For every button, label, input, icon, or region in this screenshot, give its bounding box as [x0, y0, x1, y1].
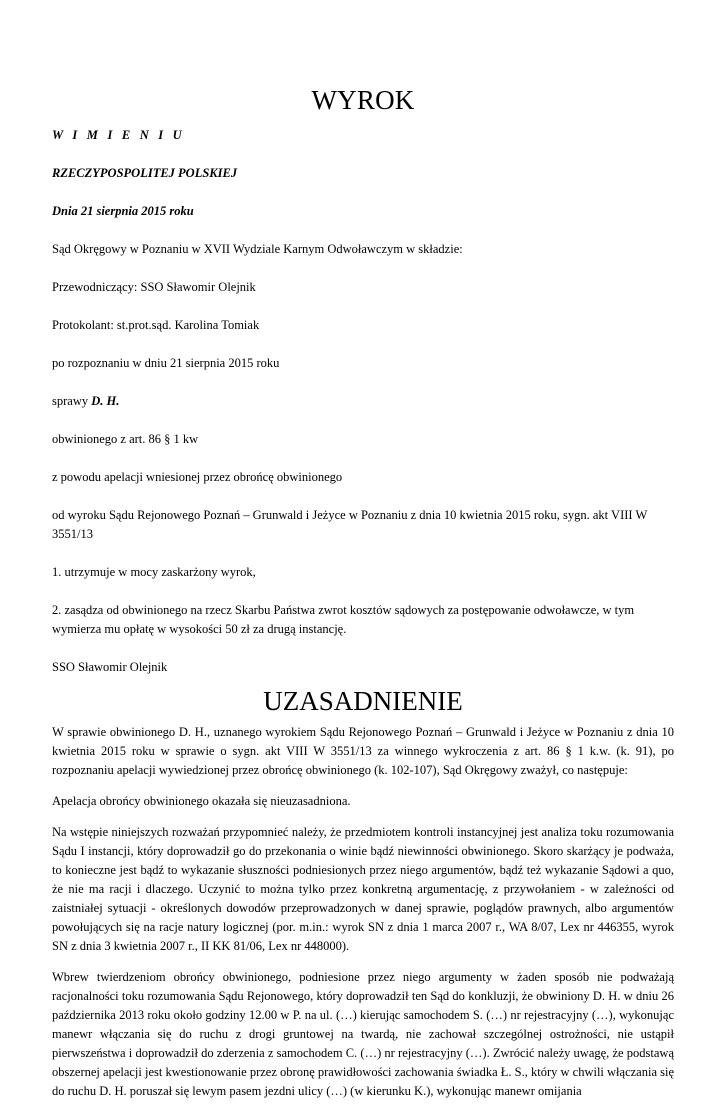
- judge-signature: SSO Sławomir Olejnik: [52, 660, 168, 674]
- hearing-date: po rozpoznaniu w dniu 21 sierpnia 2015 roku: [52, 356, 280, 370]
- justification-title: UZASADNIENIE: [263, 686, 463, 716]
- case-party: [52, 392, 674, 411]
- justification-paragraph-2: Apelacja obrońcy obwinionego okazała się nieuzasadniona.: [52, 794, 351, 808]
- ruling-point-2: 2. zasądza od obwinionego na rzecz Skarbu Państwa zwrot kosztów sądowych za postępowanie odwoławcze, w tym wymierza mu opłatę w wysokości 50 zł za drugą instancję.: [52, 603, 635, 636]
- verdict-date: Dnia 21 sierpnia 2015 roku: [52, 204, 194, 218]
- verdict-title: WYROK: [311, 85, 415, 115]
- ruling-point-1: 1. utrzymuje w mocy zaskarżony wyrok,: [52, 565, 256, 579]
- presiding-judge: Przewodniczący: SSO Sławomir Olejnik: [52, 280, 256, 294]
- republic-heading: RZECZYPOSPOLITEJ POLSKIEJ: [52, 166, 238, 180]
- justification-paragraph-3: Na wstępie niniejszych rozważań przypomnieć należy, że przedmiotem kontroli instancyjnej jest analiza toku rozumowania Sądu I instancji, który doprowadził go do przekonania o winie bądź niewinności obwinionego. Skoro skarżący je podważa, to konieczne jest bądź to wykazanie słuszności podniesionych przez niego argumentów, bądź też wykazanie Sądowi a quo, że nie ma racji i dlaczego. Uczynić to można tylko przez konkretną argumentację, z przywołaniem - w zależności od zaistniałej sytuacji - określonych dowodów przeprowadzonych w danej sprawie, poglądów prawnych, albo argumentów powołujących się na racje natury logicznej (por. m.in.: wyrok SN z dnia 1 marca 2007 r., WA 8/07, Lex nr 446355, wyrok SN z dnia 3 kwietnia 2007 r., II KK 81/06, Lex nr 448000).: [52, 825, 674, 953]
- justification-paragraph-1: W sprawie obwinionego D. H., uznanego wyrokiem Sądu Rejonowego Poznań – Grunwald i Jeżyce w Poznaniu z dnia 10 kwietnia 2015 roku w sprawie o sygn. akt VIII W 3551/13 za winnego wykroczenia z art. 86 § 1 k.w. (k. 91), po rozpoznaniu apelacji wywiedzionej przez obrońcę obwinionego (k. 102-107), Sąd Okręgowy zważył, co następuje:: [52, 725, 674, 777]
- judgment-reference: od wyroku Sądu Rejonowego Poznań – Grunwald i Jeżyce w Poznaniu z dnia 10 kwietnia 2015 roku, sygn. akt VIII W 3551/13: [52, 508, 648, 541]
- justification-paragraph-4: Wbrew twierdzeniom obrońcy obwinionego, podniesione przez niego argumenty w żaden sposób nie podważają racjonalności toku rozumowania Sądu Rejonowego, który doprowadził ten Sąd do konkluzji, że obwiniony D. H. w dniu 26 października 2013 roku około godziny 12.00 w P. na ul. (…) kierując samochodem S. (…) nr rejestracyjny (…), wykonując manewr włączania się do ruchu z drogi gruntowej na twardą, nie zachował szczególnej ostrożności, nie ustąpił pierwszeństwa i doprowadził do zderzenia z samochodem C. (…) nr rejestracyjny (…). Zwrócić należy uwagę, że podstawą obszernej apelacji jest kwestionowanie przez obronę prawidłowości zachowania świadka Ł. S., który w chwili włączania się do ruchu D. H. poruszał się lewym pasem jezdni ulicy (…) (w kierunku K.), wykonując manewr omijania: [52, 970, 675, 1098]
- court-composition: Sąd Okręgowy w Poznaniu w XVII Wydziale Karnym Odwoławczym w składzie:: [52, 242, 463, 256]
- in-the-name-heading: W I M I E N I U: [52, 128, 185, 142]
- document-page: [0, 84, 725, 1108]
- case-prefix: sprawy: [52, 394, 92, 408]
- charge: obwinionego z art. 86 § 1 kw: [52, 432, 199, 446]
- appeal-basis: z powodu apelacji wniesionej przez obrońcę obwinionego: [52, 470, 343, 484]
- court-clerk: Protokolant: st.prot.sąd. Karolina Tomiak: [52, 318, 260, 332]
- case-name: D. H.: [91, 394, 120, 408]
